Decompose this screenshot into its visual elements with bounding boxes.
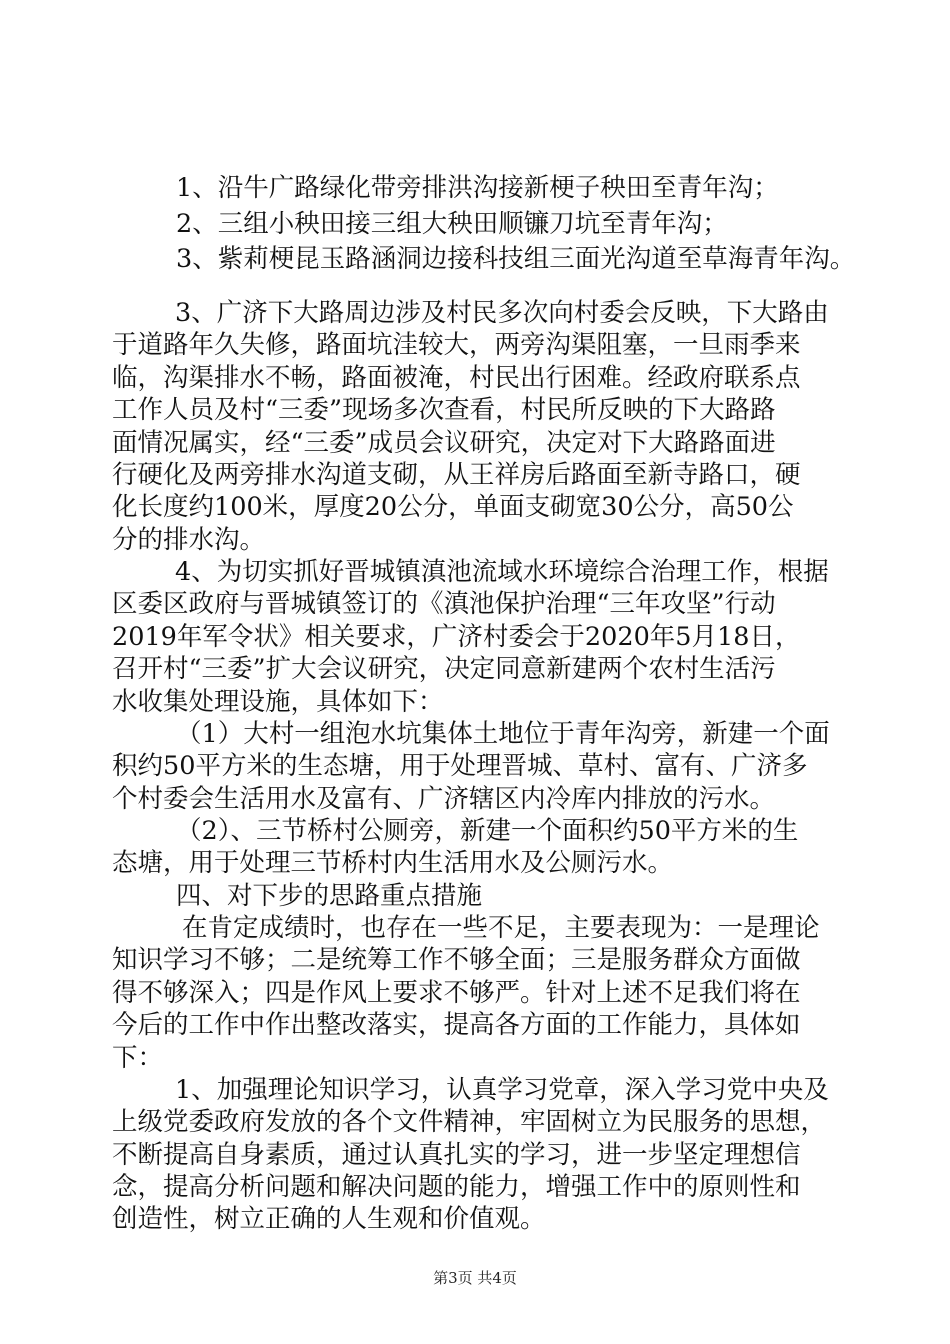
text-line: （1）大村一组泡水坑集体土地位于青年沟旁，新建一个面: [176, 719, 830, 749]
text-line: 不断提高自身素质，通过认真扎实的学习，进一步坚定理想信: [112, 1140, 801, 1170]
text-line: 2、三组小秧田接三组大秧田顺镰刀坑至青年沟；: [176, 209, 728, 239]
text-line: 得不够深入；四是作风上要求不够严。针对上述不足我们将在: [112, 978, 801, 1008]
text-line: 召开村“三委”扩大会议研究，决定同意新建两个农村生活污: [112, 654, 776, 684]
text-line: 知识学习不够；二是统筹工作不够全面；三是服务群众方面做: [112, 945, 801, 975]
text-line: 2019年军令状》相关要求，广济村委会于2020年5月18日，: [112, 622, 801, 652]
text-line: 水收集处理设施，具体如下：: [112, 687, 444, 717]
text-line: 创造性，树立正确的人生观和价值观。: [112, 1204, 546, 1234]
text-line: 4、为切实抓好晋城镇滇池流域水环境综合治理工作，根据: [175, 557, 829, 587]
section-heading: 四、对下步的思路重点措施: [176, 881, 483, 911]
text-line: 1、加强理论知识学习，认真学习党章，深入学习党中央及: [175, 1075, 829, 1105]
text-line: 在肯定成绩时，也存在一些不足，主要表现为：一是理论: [182, 913, 820, 943]
text-line: 3、广济下大路周边涉及村民多次向村委会反映，下大路由: [175, 298, 829, 328]
text-line: 个村委会生活用水及富有、广济辖区内冷库内排放的污水。: [112, 784, 776, 814]
text-line: 临，沟渠排水不畅，路面被淹，村民出行困难。经政府联系点: [112, 363, 801, 393]
text-line: 下：: [112, 1043, 164, 1073]
text-line: 面情况属实，经“三委”成员会议研究，决定对下大路路面进: [112, 428, 776, 458]
text-line: 3、紫莉梗昆玉路涵洞边接科技组三面光沟道至草海青年沟。: [176, 244, 856, 274]
text-line: 化长度约100米，厚度20公分，单面支砌宽30公分，高50公: [112, 492, 794, 522]
text-line: 上级党委政府发放的各个文件精神，牢固树立为民服务的思想，: [112, 1107, 827, 1137]
text-line: 念，提高分析问题和解决问题的能力，增强工作中的原则性和: [112, 1172, 801, 1202]
text-line: 今后的工作中作出整改落实，提高各方面的工作能力，具体如: [112, 1010, 801, 1040]
text-line: 1、沿牛广路绿化带旁排洪沟接新梗子秧田至青年沟；: [176, 173, 779, 203]
text-line: 工作人员及村“三委”现场多次查看，村民所反映的下大路路: [112, 395, 776, 425]
text-line: 区委区政府与晋城镇签订的《滇池保护治理“三年攻坚”行动: [112, 589, 776, 619]
text-line: 分的排水沟。: [112, 525, 266, 555]
text-line: 积约50平方米的生态塘，用于处理晋城、草村、富有、广济多: [112, 751, 808, 781]
text-line: 态塘，用于处理三节桥村内生活用水及公厕污水。: [112, 848, 674, 878]
page-number: 第3页 共4页: [433, 1269, 517, 1287]
text-line: （2）、三节桥村公厕旁，新建一个面积约50平方米的生: [176, 816, 799, 846]
text-line: 于道路年久失修，路面坑洼较大，两旁沟渠阻塞，一旦雨季来: [112, 330, 801, 360]
text-line: 行硬化及两旁排水沟道支砌，从王祥房后路面至新寺路口，硬: [112, 460, 801, 490]
